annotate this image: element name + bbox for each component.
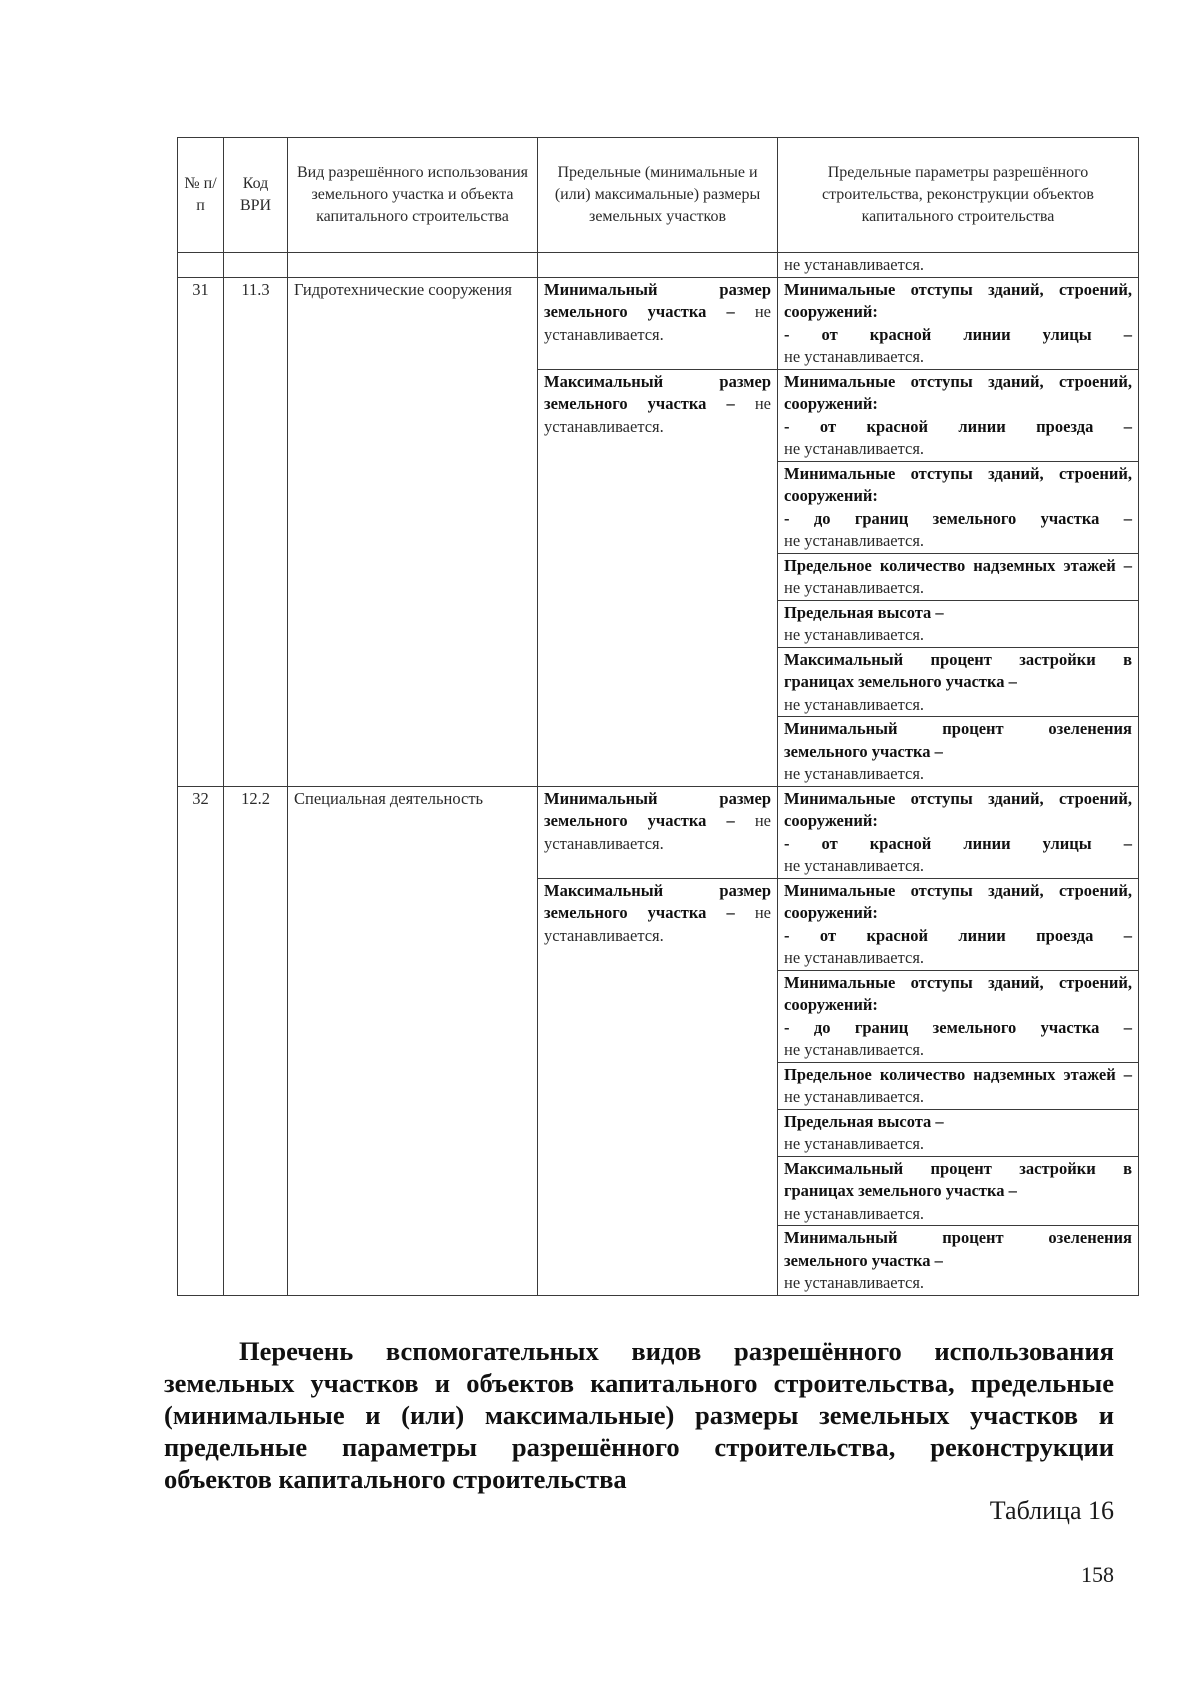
row-type: Гидротехнические сооружения	[288, 277, 538, 786]
param-cell	[778, 717, 1139, 787]
param-cell	[778, 786, 1139, 878]
param-value: не устанавливается.	[784, 948, 925, 967]
param-value: не устанавливается.	[784, 625, 925, 644]
param-cell	[778, 461, 1139, 553]
param-cell	[778, 1226, 1139, 1296]
param-cell	[778, 647, 1139, 717]
param-label: Предельное количество надземных этажей –	[784, 1064, 1132, 1084]
max-size-label: Максимальный размер земельного участка –	[544, 880, 771, 922]
param-value: не устанавливается.	[784, 347, 925, 366]
param-value: не устанавливается.	[784, 439, 925, 458]
cell-empty	[224, 253, 288, 278]
param-value: не устанавливается.	[784, 1203, 925, 1223]
min-size-label: Минимальный размер земельного участка –	[544, 788, 771, 830]
param-cell	[778, 277, 1139, 369]
row-number: 32	[178, 786, 224, 1295]
header-params: Предельные параметры разрешённого строительства, реконструкции объектов капитального строительства	[778, 138, 1139, 253]
max-size-cell	[538, 878, 778, 1295]
param-label: Предельное количество надземных этажей –	[784, 555, 1132, 575]
param-label: Максимальный процент застройки в границах земельного участка –	[784, 649, 1132, 691]
table-row	[178, 277, 1139, 369]
param-label: Минимальные отступы зданий, строений, сооружений:	[784, 279, 1132, 321]
header-code: Код ВРИ	[224, 138, 288, 253]
param-label: Минимальные отступы зданий, строений, сооружений:	[784, 371, 1132, 413]
row-code: 11.3	[224, 277, 288, 786]
param-value: не устанавливается.	[784, 1273, 925, 1292]
continuation-text: не устанавливается.	[778, 253, 1139, 278]
param-cell	[778, 1109, 1139, 1156]
page-number: 158	[1081, 1562, 1114, 1587]
continuation-row	[178, 253, 1139, 278]
param-label: Минимальный процент озеленения земельного участка –	[784, 719, 1132, 761]
cell-empty	[538, 253, 778, 278]
param-cell	[778, 878, 1139, 970]
row-number: 31	[178, 277, 224, 786]
param-cell	[778, 1062, 1139, 1109]
param-cell	[778, 1156, 1139, 1226]
param-line: - от красной линии улицы –	[784, 324, 1132, 344]
param-value: не устанавливается.	[784, 1040, 925, 1059]
max-size-cell	[538, 369, 778, 786]
row-type: Специальная деятельность	[288, 786, 538, 1295]
table-caption: Таблица 16	[989, 1496, 1114, 1525]
param-line: - от красной линии проезда –	[784, 925, 1132, 945]
param-label: Минимальные отступы зданий, строений, сооружений:	[784, 972, 1132, 1014]
max-size-value: не устанавливается.	[544, 903, 771, 945]
cell-empty	[178, 253, 224, 278]
param-line: - от красной линии улицы –	[784, 833, 1132, 853]
min-size-cell	[538, 277, 778, 369]
param-value: не устанавливается.	[784, 1134, 925, 1153]
param-label: Минимальные отступы зданий, строений, сооружений:	[784, 463, 1132, 505]
section-heading: Перечень вспомогательных видов разрешённого использования земельных участков и объектов капитального строительства, предельные (минимальные и (или) максимальные) размеры земельных участков и предельные параметры разрешённого строительства, реконструкции объектов капитального строительства	[164, 1336, 1114, 1494]
param-value: не устанавливается.	[784, 578, 925, 597]
param-cell	[778, 553, 1139, 600]
param-label: Минимальный процент озеленения земельного участка –	[784, 1228, 1132, 1270]
max-size-label: Максимальный размер земельного участка –	[544, 371, 771, 413]
min-size-label: Минимальный размер земельного участка –	[544, 279, 771, 321]
param-cell	[778, 369, 1139, 461]
param-line: - до границ земельного участка –	[784, 1017, 1132, 1037]
param-cell	[778, 600, 1139, 647]
param-value: не устанавливается.	[784, 694, 925, 714]
param-label: Минимальные отступы зданий, строений, сооружений:	[784, 788, 1132, 830]
param-value: не устанавливается.	[784, 856, 925, 875]
min-size-value: не устанавливается.	[544, 811, 771, 853]
param-line: - до границ земельного участка –	[784, 508, 1132, 528]
param-label: Максимальный процент застройки в границах земельного участка –	[784, 1158, 1132, 1200]
min-size-value: не устанавливается.	[544, 302, 771, 344]
param-label: Предельная высота –	[784, 602, 944, 622]
cell-empty	[288, 253, 538, 278]
param-label: Минимальные отступы зданий, строений, сооружений:	[784, 880, 1132, 922]
param-value: не устанавливается.	[784, 1087, 925, 1106]
land-use-table	[177, 137, 1139, 1296]
min-size-cell	[538, 786, 778, 878]
param-label: Предельная высота –	[784, 1111, 944, 1131]
row-code: 12.2	[224, 786, 288, 1295]
header-type: Вид разрешённого использования земельного участка и объекта капитального строительства	[288, 138, 538, 253]
header-num: № п/ п	[178, 138, 224, 253]
max-size-value: не устанавливается.	[544, 394, 771, 436]
table-row	[178, 786, 1139, 878]
header-sizes: Предельные (минимальные и (или) максимальные) размеры земельных участков	[538, 138, 778, 253]
param-value: не устанавливается.	[784, 531, 925, 550]
table-header-row	[178, 138, 1139, 253]
param-value: не устанавливается.	[784, 764, 925, 783]
param-line: - от красной линии проезда –	[784, 416, 1132, 436]
param-cell	[778, 970, 1139, 1062]
